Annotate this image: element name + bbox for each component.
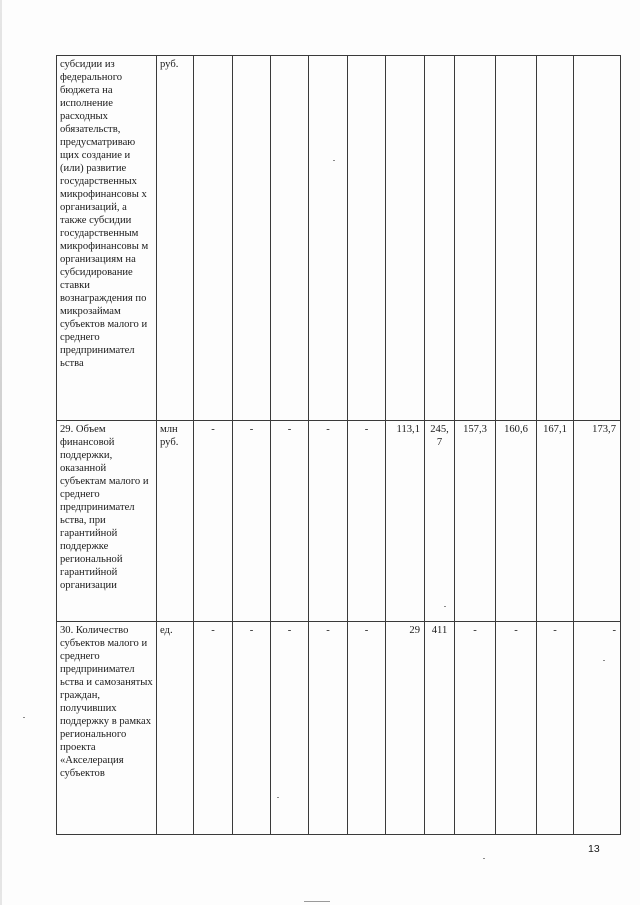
year-value: - (271, 421, 309, 622)
year-value: - (537, 622, 574, 835)
year-value: 29 (386, 622, 425, 835)
scan-speck (603, 660, 605, 661)
indicator-unit: руб. (157, 56, 194, 421)
year-value (309, 56, 348, 421)
year-value: - (455, 622, 496, 835)
scan-speck (277, 797, 279, 798)
year-value: - (348, 622, 386, 835)
page-number: 13 (588, 843, 600, 855)
year-value: - (194, 421, 233, 622)
scan-speck (444, 606, 446, 607)
year-value (574, 56, 621, 421)
year-value: 157,3 (455, 421, 496, 622)
scan-speck (23, 717, 25, 718)
year-value: - (309, 421, 348, 622)
year-value: 411 (425, 622, 455, 835)
year-value (271, 56, 309, 421)
scan-footer-mark (304, 901, 330, 902)
indicator-name: 29. Объем финансовой поддержки, оказанной субъектам малого и среднего предпринимател ьства, при гарантийной поддержке региональной гарантийной организации (57, 421, 157, 622)
indicator-unit: млн руб. (157, 421, 194, 622)
year-value (425, 56, 455, 421)
year-value: 245, 7 (425, 421, 455, 622)
year-value (233, 56, 271, 421)
scan-edge (0, 0, 2, 905)
table-row (57, 56, 621, 421)
year-value: 160,6 (496, 421, 537, 622)
year-value (194, 56, 233, 421)
year-value: - (574, 622, 621, 835)
scan-speck (333, 160, 335, 161)
table-row (57, 421, 621, 622)
year-value: - (496, 622, 537, 835)
year-value: - (309, 622, 348, 835)
indicator-unit: ед. (157, 622, 194, 835)
year-value (386, 56, 425, 421)
year-value: - (194, 622, 233, 835)
year-value: - (348, 421, 386, 622)
year-value (455, 56, 496, 421)
table-row (57, 622, 621, 835)
year-value: - (271, 622, 309, 835)
year-value (496, 56, 537, 421)
indicator-name: субсидии из федерального бюджета на исполнение расходных обязательств, предусматриваю щих создание и (или) развитие государственных микрофинансовы х организаций, а также субсидии государственным микрофинансовы м организациям на субсидирование ставки вознаграждения по микрозаймам субъектов малого и среднего предпринимател ьства (57, 56, 157, 421)
indicators-table (56, 55, 621, 835)
year-value (348, 56, 386, 421)
year-value: 113,1 (386, 421, 425, 622)
year-value: 167,1 (537, 421, 574, 622)
scan-speck (483, 858, 485, 859)
indicator-name: 30. Количество субъектов малого и среднего предпринимател ьства и самозанятых граждан, получивших поддержку в рамках регионального проекта «Акселерация субъектов (57, 622, 157, 835)
year-value: - (233, 421, 271, 622)
year-value: - (233, 622, 271, 835)
year-value (537, 56, 574, 421)
year-value: 173,7 (574, 421, 621, 622)
